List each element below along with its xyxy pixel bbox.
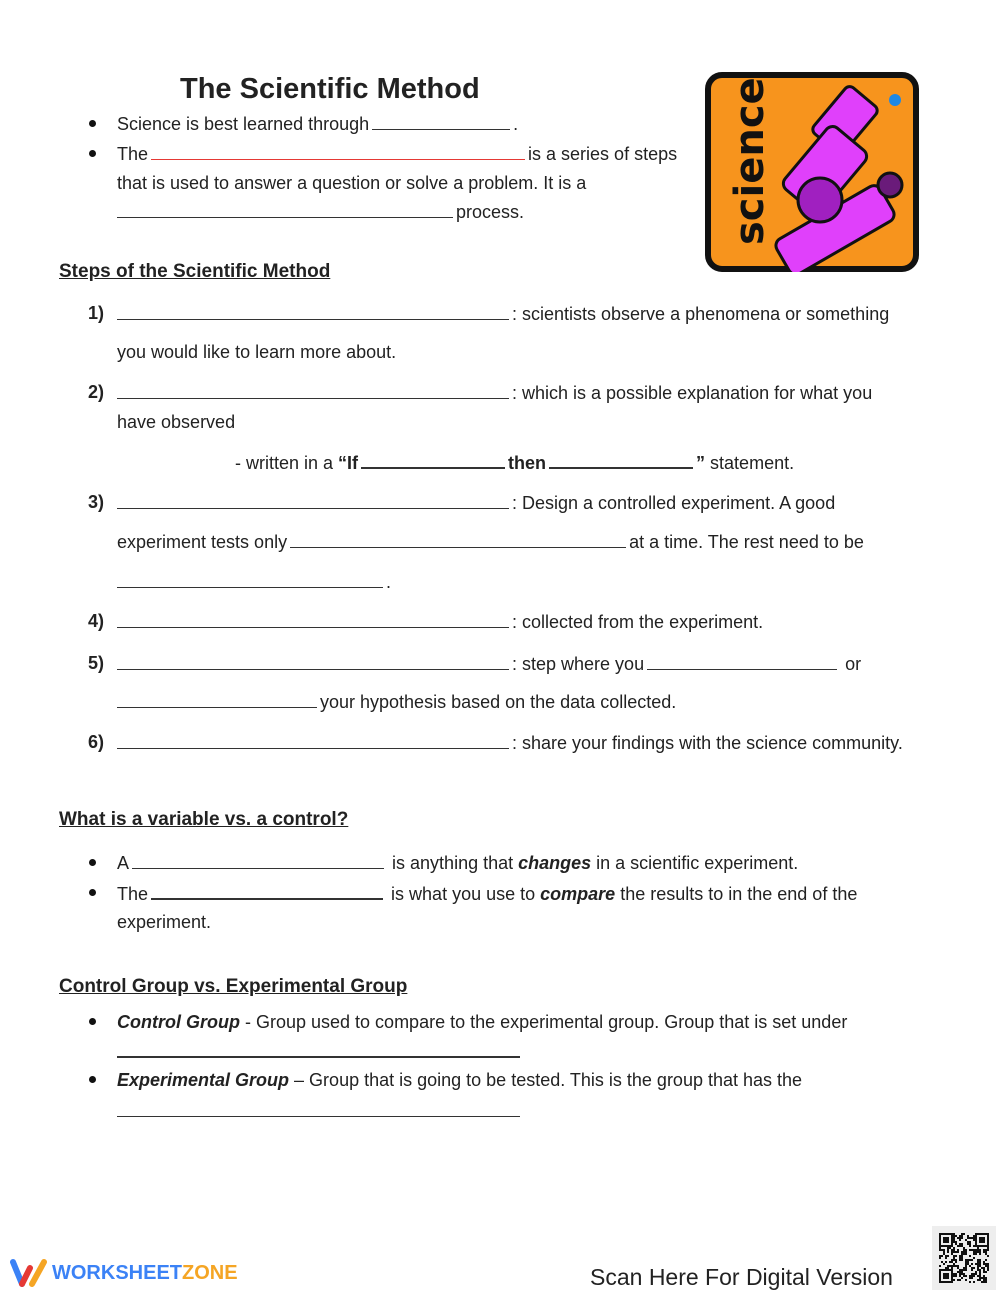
blank-field[interactable] <box>117 1056 520 1058</box>
blank-field[interactable] <box>647 653 837 670</box>
page-title: The Scientific Method <box>180 73 480 105</box>
step-number: 5) <box>88 653 105 673</box>
step-number: 3) <box>88 492 105 512</box>
control-group-line: Control Group - Group used to compare to the experimental group. Group that is set under <box>117 1012 848 1032</box>
blank-field[interactable] <box>117 382 509 399</box>
step-2-cont: have observed <box>117 412 236 432</box>
brand-text: WORKSHEET <box>52 1261 182 1284</box>
step-4: : collected from the experiment. <box>117 611 763 633</box>
bullet-icon <box>89 150 96 157</box>
blank-field[interactable] <box>117 1116 520 1117</box>
variable-heading: What is a variable vs. a control? <box>59 809 349 830</box>
bullet-icon <box>89 1076 96 1083</box>
steps-heading: Steps of the Scientific Method <box>59 261 331 282</box>
step-1-cont: you would like to learn more about. <box>117 342 397 362</box>
bullet-icon <box>89 120 96 127</box>
bullet-icon <box>89 1018 96 1025</box>
blank-field[interactable] <box>117 691 317 708</box>
blank-field[interactable] <box>117 492 509 509</box>
brand-text: ZONE <box>182 1261 238 1284</box>
intro-line-3: that is used to answer a question or solve a problem. It is a <box>117 173 587 193</box>
step-number: 1) <box>88 303 105 323</box>
step-2-sub: - written in a “If then ” statement. <box>235 453 795 473</box>
blank-field[interactable] <box>117 201 453 218</box>
intro-line-4: process. <box>117 201 524 223</box>
step-5-line-2: your hypothesis based on the data collected. <box>117 691 676 713</box>
svg-text:science: science <box>727 77 773 245</box>
step-5: : step where you or <box>117 653 861 675</box>
step-3-line-3: . <box>117 571 391 593</box>
blank-field[interactable] <box>549 451 693 469</box>
science-microscope-image <box>705 70 919 272</box>
step-number: 2) <box>88 382 105 402</box>
variable-line-1: A is anything that changes in a scientific experiment. <box>117 853 799 873</box>
variable-line-2: The is what you use to compare the results to in the end of the <box>117 884 858 904</box>
blank-field[interactable] <box>117 303 509 320</box>
bullet-icon <box>89 889 96 896</box>
step-number: 6) <box>88 732 105 752</box>
step-number: 4) <box>88 611 105 631</box>
blank-field[interactable] <box>290 531 626 548</box>
step-6: : share your findings with the science community. <box>117 732 903 754</box>
step-2: : which is a possible explanation for what you <box>117 382 872 404</box>
worksheetzone-logo <box>10 1258 238 1288</box>
blank-field[interactable] <box>151 143 525 160</box>
blank-field[interactable] <box>372 113 510 130</box>
blank-field[interactable] <box>117 611 509 628</box>
blank-field[interactable] <box>151 882 383 900</box>
intro-line-2: The is a series of steps <box>117 144 678 164</box>
step-3-line-2: experiment tests only at a time. The rest need to be <box>117 532 864 552</box>
scan-text: Scan Here For Digital Version <box>590 1264 893 1290</box>
variable-line-3: experiment. <box>117 912 212 932</box>
experimental-group-line: Experimental Group – Group that is going to be tested. This is the group that has the <box>117 1070 803 1090</box>
logo-mark-icon <box>10 1258 50 1288</box>
step-3: : Design a controlled experiment. A good <box>117 492 835 514</box>
blank-field[interactable] <box>132 852 384 869</box>
blank-field[interactable] <box>117 571 383 588</box>
blank-field[interactable] <box>117 732 509 749</box>
qr-code[interactable] <box>932 1226 996 1290</box>
blank-field[interactable] <box>117 653 509 670</box>
step-1: : scientists observe a phenomena or something <box>117 303 889 325</box>
intro-line-1: Science is best learned through . <box>117 114 519 134</box>
bullet-icon <box>89 859 96 866</box>
groups-heading: Control Group vs. Experimental Group <box>59 976 408 997</box>
blank-field[interactable] <box>361 451 505 469</box>
